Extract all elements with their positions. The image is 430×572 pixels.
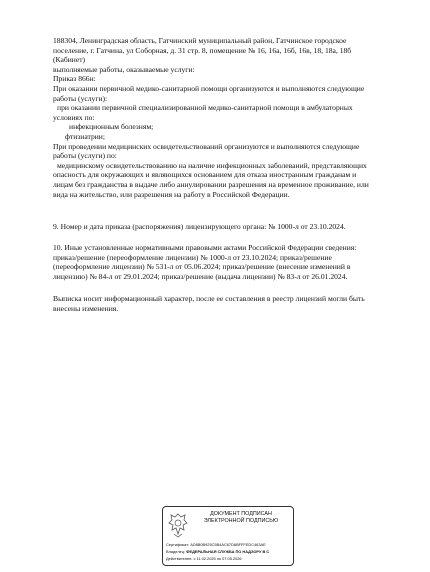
section-10: [53, 243, 393, 281]
stamp-title: ДОКУМЕНТ ПОДПИСАН ЭЛЕКТРОННОЙ ПОДПИСЬЮ: [203, 511, 279, 524]
section-9: [53, 222, 393, 232]
exam-detail-text: лицам без гражданства в выдаче либо аннулировании разрешения на временное проживание, или: [53, 179, 369, 189]
primary-care-text: работы (услуги):: [53, 93, 108, 103]
order-reference: Приказ 866н:: [53, 74, 96, 84]
stamp-validity-row: Действителен: с 11.02.2025 по 07.05.2026: [166, 556, 242, 561]
service-item-infectious: инфекционным болезням;: [69, 122, 154, 132]
exam-detail-text: вида на жительство, или разрешения на работу в Российской Федерации.: [53, 189, 290, 199]
section-10-text: приказ/решение (переоформление лицензии) № 1000-л от 23.10.2024; приказ/решение: [53, 252, 332, 262]
footer-note: [53, 294, 393, 313]
document-body: [53, 36, 393, 199]
stamp-certificate-row: Сертификат: AD8B0B925C5B4AC67D6BFFFEDC463AE: [166, 542, 266, 547]
stamp-details: [166, 541, 292, 562]
services-heading: выполняемые работы, оказываемые услуги:: [53, 64, 195, 74]
section-10-text: лицензию) № 84-л от 29.01.2024; приказ/решение (выдача лицензии) № 83-л от 26.01.2024.: [53, 271, 348, 281]
specialized-care-text: условиях по:: [53, 112, 95, 122]
stamp-owner-row: Владелец: ФЕДЕРАЛЬНАЯ СЛУЖБА ПО НАДЗОРУ В С: [166, 549, 270, 554]
exam-detail-text: опасность для окружающих и являющихся основанием для отказа иностранным гражданам и: [53, 170, 357, 180]
exam-detail-text: медицинскому освидетельствованию на наличие инфекционных заболеваний, представляющих: [57, 160, 367, 170]
address-line: (Кабинет): [53, 55, 86, 65]
address-line: поселение, г. Гатчина, ул Соборная, д. 31 стр. 8, помещение № 16, 16а, 16б, 16в, 18, 18а, 18б: [53, 45, 352, 55]
electronic-signature-stamp: [162, 506, 294, 566]
coat-of-arms-icon: [167, 512, 189, 538]
footer-note-text: внесены изменения.: [53, 303, 119, 313]
exam-text: При проведении медицинских освидетельствований организуются и выполняются следующие: [53, 141, 360, 151]
primary-care-text: При оказании первичной медико-санитарной помощи организуются и выполняются следующие: [53, 83, 365, 93]
section-10-text: (переоформление лицензии) № 531-л от 05.06.2024; приказ/решение (внесение изменений в: [53, 262, 351, 272]
exam-text: работы (услуги) по:: [53, 151, 117, 161]
footer-note-text: Выписка носит информационный характер, после ее составления в реестр лицензий могли быть: [53, 294, 365, 303]
specialized-care-text: при оказании первичной специализированной медико-санитарной помощи в амбулаторных: [57, 103, 353, 113]
section-10-text: 10. Иные установленные нормативными правовыми актами Российской Федерации сведения:: [53, 243, 357, 252]
section-9-text: 9. Номер и дата приказа (распоряжения) лицензирующего органа: № 1000-л от 23.10.2024.: [53, 222, 346, 231]
address-line: 188304, Ленинградская область, Гатчинский муниципальный район, Гатчинское городское: [53, 36, 347, 45]
service-item-phthisiatry: фтизиатрии;: [65, 131, 105, 141]
